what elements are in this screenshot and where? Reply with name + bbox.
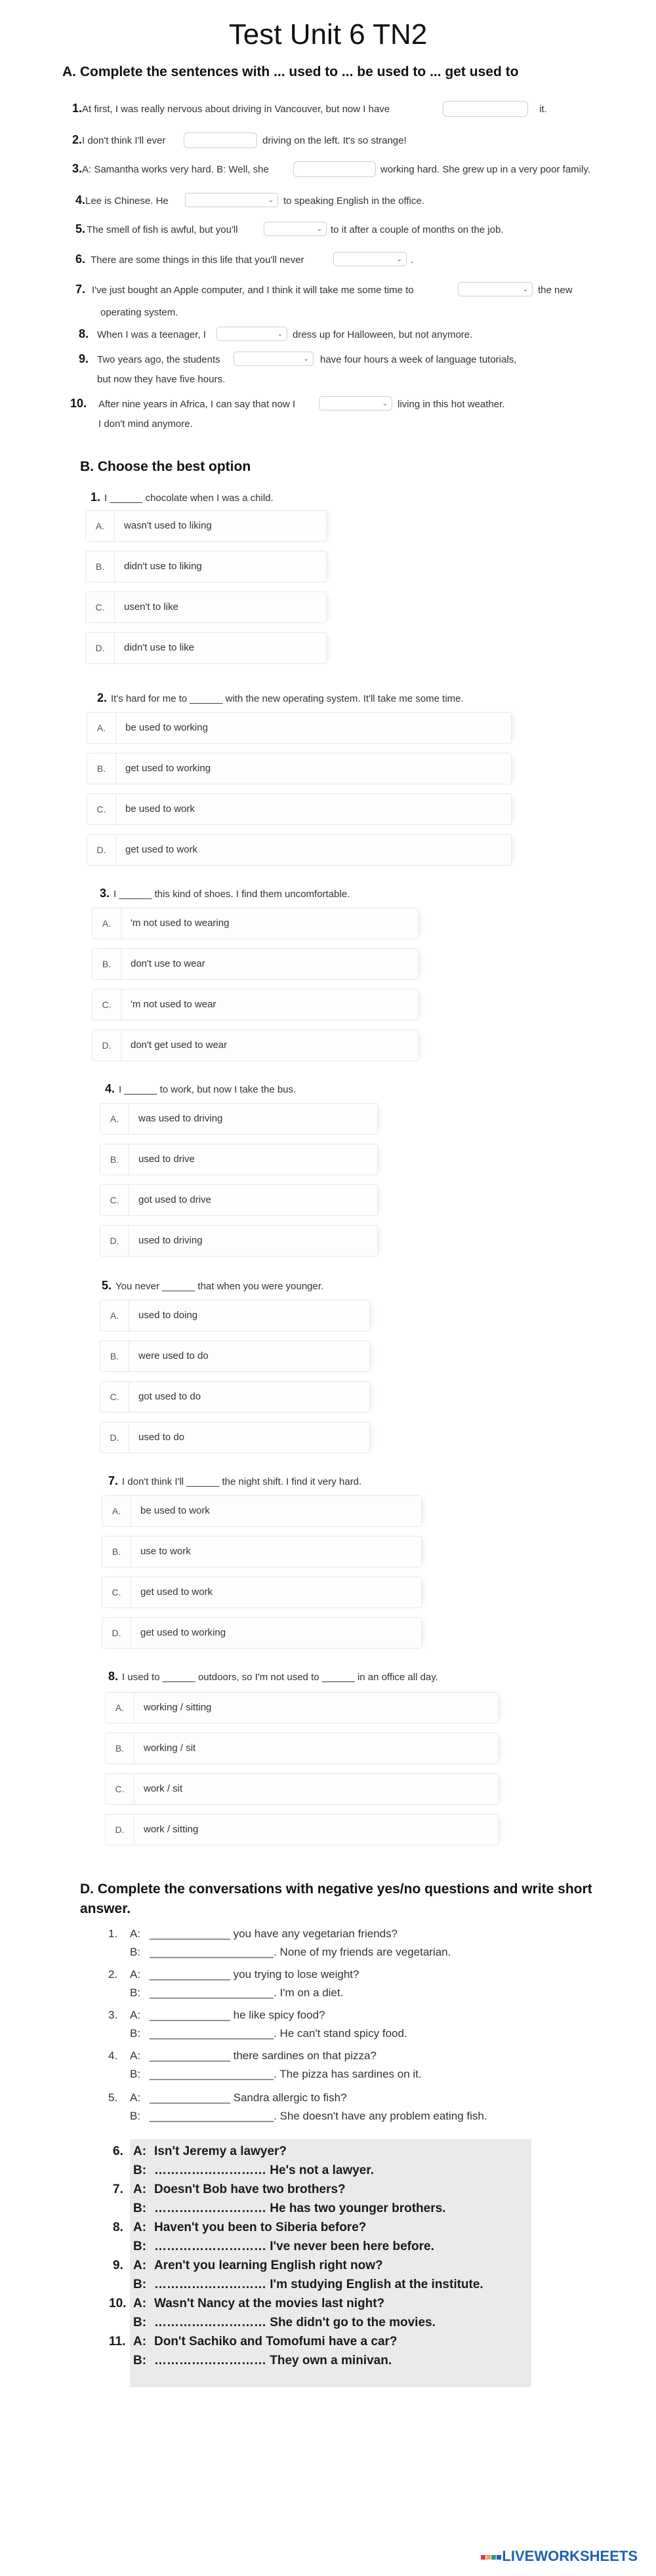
chevron-down-icon: ⌄ <box>268 197 274 204</box>
answer-option[interactable] <box>100 1422 370 1453</box>
option-text: used to doing <box>138 1310 198 1321</box>
option-letter: C. <box>100 1185 129 1215</box>
example-answer: ……………………… She didn't go to the movies. <box>154 2316 436 2329</box>
line-b: ____________________. None of my friends are vegetarian. <box>150 1946 451 1958</box>
option-letter: D. <box>86 633 115 663</box>
option-letter: D. <box>102 1618 131 1648</box>
option-text: be used to working <box>125 722 208 733</box>
answer-input[interactable] <box>443 101 528 117</box>
item-number: 3. <box>108 2009 118 2021</box>
answer-option[interactable] <box>87 712 512 744</box>
answer-option[interactable] <box>102 1577 422 1608</box>
speaker-b-label: B: <box>133 2354 147 2367</box>
option-text: be used to work <box>140 1505 210 1516</box>
item-number: 2. <box>108 1968 118 1981</box>
option-letter: D. <box>87 835 116 865</box>
option-letter: A. <box>100 1300 129 1331</box>
speaker-a-label: A: <box>133 2335 147 2348</box>
option-text: didn't use to like <box>124 642 195 653</box>
answer-option[interactable] <box>92 1030 419 1061</box>
item-number: 10. <box>70 397 87 410</box>
line-b: ____________________. I'm on a diet. <box>150 1986 344 1999</box>
section-b-heading: B. Choose the best option <box>80 459 251 474</box>
speaker-a-label: A: <box>133 2144 147 2158</box>
sentence-end: have four hours a week of language tutorials, <box>320 354 517 365</box>
option-text: be used to work <box>125 803 195 815</box>
question-2 <box>97 691 464 705</box>
question-text: You never ______ that when you were younger. <box>115 1281 324 1292</box>
option-text: working / sitting <box>144 1702 212 1713</box>
option-text: working / sit <box>144 1742 196 1754</box>
option-text: got used to do <box>138 1391 201 1402</box>
option-text: were used to do <box>138 1350 209 1361</box>
answer-dropdown[interactable] <box>264 222 327 236</box>
section-a-heading: A. Complete the sentences with ... used to ... be used to ... get used to <box>62 64 519 79</box>
speaker-b-label: B: <box>133 2278 147 2291</box>
answer-option[interactable] <box>105 1814 499 1845</box>
answer-option[interactable] <box>85 510 327 542</box>
logo-square <box>491 2555 496 2560</box>
option-letter: A. <box>100 1104 129 1134</box>
question-number: 4. <box>105 1082 115 1095</box>
speaker-a-label: A: <box>130 1968 141 1981</box>
speaker-b-label: B: <box>133 2316 147 2329</box>
example-question: Wasn't Nancy at the movies last night? <box>154 2297 385 2310</box>
option-text: use to work <box>140 1546 191 1557</box>
question-number: 1. <box>91 491 101 504</box>
line-a: _____________ he like spicy food? <box>150 2009 325 2021</box>
example-question: Don't Sachiko and Tomofumi have a car? <box>154 2335 398 2348</box>
option-letter: C. <box>106 1774 134 1804</box>
answer-dropdown[interactable] <box>216 327 287 341</box>
answer-option[interactable] <box>87 794 512 825</box>
option-letter: C. <box>86 592 115 622</box>
line-a: _____________ there sardines on that pizza? <box>150 2049 377 2062</box>
speaker-b-label: B: <box>130 2110 141 2122</box>
option-text: used to drive <box>138 1154 195 1165</box>
section-d-heading: D. Complete the conversations with negative yes/no questions and write short answer. <box>80 1882 592 1916</box>
line-a: _____________ you have any vegetarian friends? <box>150 1927 398 1940</box>
answer-option[interactable] <box>102 1495 422 1527</box>
speaker-a-label: A: <box>130 2009 141 2021</box>
speaker-b-label: B: <box>133 2202 147 2215</box>
sentence-end: driving on the left. It's so strange! <box>262 135 407 146</box>
logo-square <box>486 2555 491 2560</box>
sentence-start: There are some things in this life that you'll never <box>91 254 304 266</box>
speaker-a-label: A: <box>133 2221 147 2234</box>
example-question: Aren't you learning English right now? <box>154 2259 383 2272</box>
example-question: Isn't Jeremy a lawyer? <box>154 2144 287 2158</box>
option-text: get used to working <box>140 1627 226 1638</box>
question-7 <box>108 1474 361 1488</box>
option-letter: B. <box>100 1144 129 1175</box>
answer-dropdown[interactable] <box>333 252 407 266</box>
example-answer: ……………………… He has two younger brothers. <box>154 2202 446 2215</box>
option-text: used to driving <box>138 1235 203 1246</box>
option-letter: B. <box>87 754 116 784</box>
question-number: 3. <box>100 887 110 900</box>
question-1 <box>91 491 274 504</box>
question-number: 2. <box>97 691 108 704</box>
option-letter: D. <box>106 1815 134 1845</box>
option-text: didn't use to liking <box>124 561 202 572</box>
sentence-end: living in this hot weather. <box>398 399 505 410</box>
item-number: 4. <box>108 2049 118 2062</box>
answer-option[interactable] <box>100 1103 378 1135</box>
answer-option[interactable] <box>85 632 327 664</box>
speaker-a-label: A: <box>133 2297 147 2310</box>
line-b: ____________________. He can't stand spicy food. <box>150 2027 407 2040</box>
example-answer: ……………………… I've never been here before. <box>154 2240 434 2253</box>
speaker-b-label: B: <box>130 1946 141 1958</box>
item-number: 1. <box>108 1927 118 1940</box>
sentence-end: to speaking English in the office. <box>283 195 424 207</box>
option-text: wasn't used to liking <box>124 520 212 531</box>
sentence-start: After nine years in Africa, I can say that now I <box>98 399 296 410</box>
question-text: I ______ this kind of shoes. I find them uncomfortable. <box>113 889 350 900</box>
chevron-down-icon: ⌄ <box>396 256 402 263</box>
answer-dropdown[interactable] <box>458 282 533 296</box>
answer-option[interactable] <box>92 948 419 980</box>
answer-option[interactable] <box>102 1536 422 1567</box>
speaker-b-label: B: <box>130 2027 141 2040</box>
option-text: get used to working <box>125 763 211 774</box>
example-answer: ……………………… He's not a lawyer. <box>154 2163 374 2177</box>
question-3 <box>100 887 350 900</box>
item-number: 9. <box>79 352 89 365</box>
line-b: ____________________. She doesn't have any problem eating fish. <box>150 2110 487 2122</box>
answer-option[interactable] <box>105 1692 499 1723</box>
item-number: 9. <box>113 2259 123 2272</box>
example-answer: ……………………… I'm studying English at the institute. <box>154 2278 483 2291</box>
speaker-a-label: A: <box>133 2183 147 2196</box>
chevron-down-icon: ⌄ <box>316 226 322 233</box>
item-number: 2. <box>72 133 83 146</box>
answer-option[interactable] <box>100 1184 378 1216</box>
option-letter: D. <box>92 1030 121 1060</box>
option-letter: A. <box>102 1496 131 1526</box>
option-text: used to do <box>138 1432 185 1443</box>
question-4 <box>105 1082 296 1096</box>
sentence-continuation: operating system. <box>100 307 178 318</box>
item-number: 7. <box>113 2183 123 2196</box>
option-text: 'm not used to wearing <box>131 917 230 929</box>
option-letter: A. <box>87 713 116 743</box>
answer-option[interactable] <box>105 1773 499 1805</box>
option-letter: D. <box>100 1422 129 1453</box>
question-number: 8. <box>108 1670 119 1683</box>
answer-option[interactable] <box>100 1381 370 1413</box>
sentence-continuation: but now they have five hours. <box>97 374 226 385</box>
option-text: get used to work <box>125 844 198 855</box>
example-question: Haven't you been to Siberia before? <box>154 2221 367 2234</box>
item-number: 11. <box>109 2335 126 2348</box>
sentence-end: dress up for Halloween, but not anymore. <box>293 329 473 340</box>
option-text: work / sit <box>144 1783 183 1794</box>
logo-icon <box>481 2548 502 2564</box>
sentence-end: working hard. She grew up in a very poor family. <box>380 164 590 175</box>
answer-option[interactable] <box>100 1340 370 1372</box>
answer-dropdown[interactable] <box>319 396 392 411</box>
speaker-a-label: A: <box>130 1927 141 1940</box>
option-text: don't get used to wear <box>131 1039 228 1051</box>
speaker-b-label: B: <box>133 2240 147 2253</box>
sentence-start: Lee is Chinese. He <box>85 195 169 207</box>
option-letter: B. <box>86 552 115 582</box>
item-number: 6. <box>113 2144 123 2158</box>
option-letter: D. <box>100 1226 129 1256</box>
speaker-b-label: B: <box>130 1986 141 1999</box>
answer-option[interactable] <box>100 1225 378 1257</box>
option-text: don't use to wear <box>131 958 205 969</box>
option-letter: A. <box>86 511 115 541</box>
question-text: It's hard for me to ______ with the new operating system. It'll take me some time. <box>111 693 464 704</box>
answer-dropdown[interactable] <box>185 193 278 207</box>
option-letter: B. <box>106 1733 134 1763</box>
liveworksheets-logo <box>481 2548 638 2565</box>
answer-option[interactable] <box>102 1617 422 1649</box>
sentence-start: When I was a teenager, I <box>97 329 206 340</box>
question-text: I ______ to work, but now I take the bus. <box>119 1084 297 1095</box>
answer-dropdown[interactable] <box>234 352 314 366</box>
example-answer: ……………………… They own a minivan. <box>154 2354 392 2367</box>
chevron-down-icon: ⌄ <box>382 400 388 407</box>
speaker-b-label: B: <box>130 2068 141 2080</box>
sentence-end: the new <box>538 285 573 296</box>
speaker-b-label: B: <box>133 2163 147 2177</box>
speaker-a-label: A: <box>133 2259 147 2272</box>
option-letter: C. <box>100 1382 129 1412</box>
question-number: 7. <box>108 1474 119 1487</box>
sentence-start: I don't think I'll ever <box>82 135 166 146</box>
item-number: 10. <box>109 2297 127 2310</box>
option-text: work / sitting <box>144 1824 199 1835</box>
option-letter: B. <box>92 949 121 979</box>
answer-option[interactable] <box>85 592 327 623</box>
question-5 <box>102 1279 323 1293</box>
option-text: got used to drive <box>138 1194 211 1205</box>
option-text: was used to driving <box>138 1113 223 1124</box>
option-letter: A. <box>106 1693 134 1723</box>
item-number: 1. <box>72 102 83 115</box>
logo-square <box>497 2555 501 2560</box>
item-number: 8. <box>79 327 89 340</box>
item-number: 5. <box>108 2091 118 2104</box>
example-question: Doesn't Bob have two brothers? <box>154 2183 346 2196</box>
answer-option[interactable] <box>87 834 512 866</box>
sentence-start: A: Samantha works very hard. B: Well, she <box>82 164 269 175</box>
sentence-start: The smell of fish is awful, but you'll <box>87 224 238 235</box>
sentence-end: to it after a couple of months on the job. <box>331 224 504 235</box>
sentence-end: it. <box>539 104 547 115</box>
answer-option[interactable] <box>100 1300 370 1331</box>
speaker-a-label: A: <box>130 2091 141 2104</box>
item-number: 5. <box>75 222 86 235</box>
option-letter: C. <box>87 794 116 824</box>
option-letter: B. <box>102 1537 131 1567</box>
chevron-down-icon: ⌄ <box>522 286 528 293</box>
answer-option[interactable] <box>92 908 419 939</box>
chevron-down-icon: ⌄ <box>277 331 283 338</box>
answer-input[interactable] <box>184 132 257 148</box>
answer-option[interactable] <box>92 989 419 1020</box>
line-a: _____________ Sandra allergic to fish? <box>150 2091 347 2104</box>
item-number: 8. <box>113 2221 123 2234</box>
option-letter: B. <box>100 1341 129 1371</box>
question-number: 5. <box>102 1279 112 1292</box>
sentence-start: I've just bought an Apple computer, and I think it will take me some time to <box>92 285 414 296</box>
item-number: 7. <box>75 283 86 296</box>
logo-square <box>481 2555 485 2560</box>
page-title: Test Unit 6 TN2 <box>228 18 428 50</box>
answer-option[interactable] <box>105 1733 499 1764</box>
answer-option[interactable] <box>85 551 327 582</box>
option-letter: C. <box>92 990 121 1020</box>
sentence-start: Two years ago, the students <box>97 354 220 365</box>
item-number: 3. <box>72 162 83 175</box>
logo-text: LIVEWORKSHEETS <box>502 2548 638 2564</box>
item-number: 4. <box>75 193 86 207</box>
chevron-down-icon: ⌄ <box>303 355 309 363</box>
line-a: _____________ you trying to lose weight? <box>150 1968 359 1981</box>
sentence-start: At first, I was really nervous about driving in Vancouver, but now I have <box>82 104 390 115</box>
option-letter: C. <box>102 1577 131 1607</box>
question-text: I ______ chocolate when I was a child. <box>104 493 274 504</box>
line-b: ____________________. The pizza has sardines on it. <box>150 2068 422 2080</box>
option-text: get used to work <box>140 1586 213 1598</box>
question-8 <box>108 1670 438 1683</box>
answer-option[interactable] <box>87 753 512 784</box>
question-text: I used to ______ outdoors, so I'm not used to ______ in an office all day. <box>122 1672 438 1683</box>
item-number: 6. <box>75 252 86 266</box>
sentence-end: . <box>411 254 414 266</box>
question-text: I don't think I'll ______ the night shift. I find it very hard. <box>122 1476 362 1487</box>
answer-input[interactable] <box>293 161 376 177</box>
speaker-a-label: A: <box>130 2049 141 2062</box>
option-letter: A. <box>92 908 121 938</box>
answer-option[interactable] <box>100 1144 378 1175</box>
option-text: 'm not used to wear <box>131 999 216 1010</box>
sentence-continuation: I don't mind anymore. <box>98 418 193 430</box>
option-text: usen't to like <box>124 601 178 613</box>
